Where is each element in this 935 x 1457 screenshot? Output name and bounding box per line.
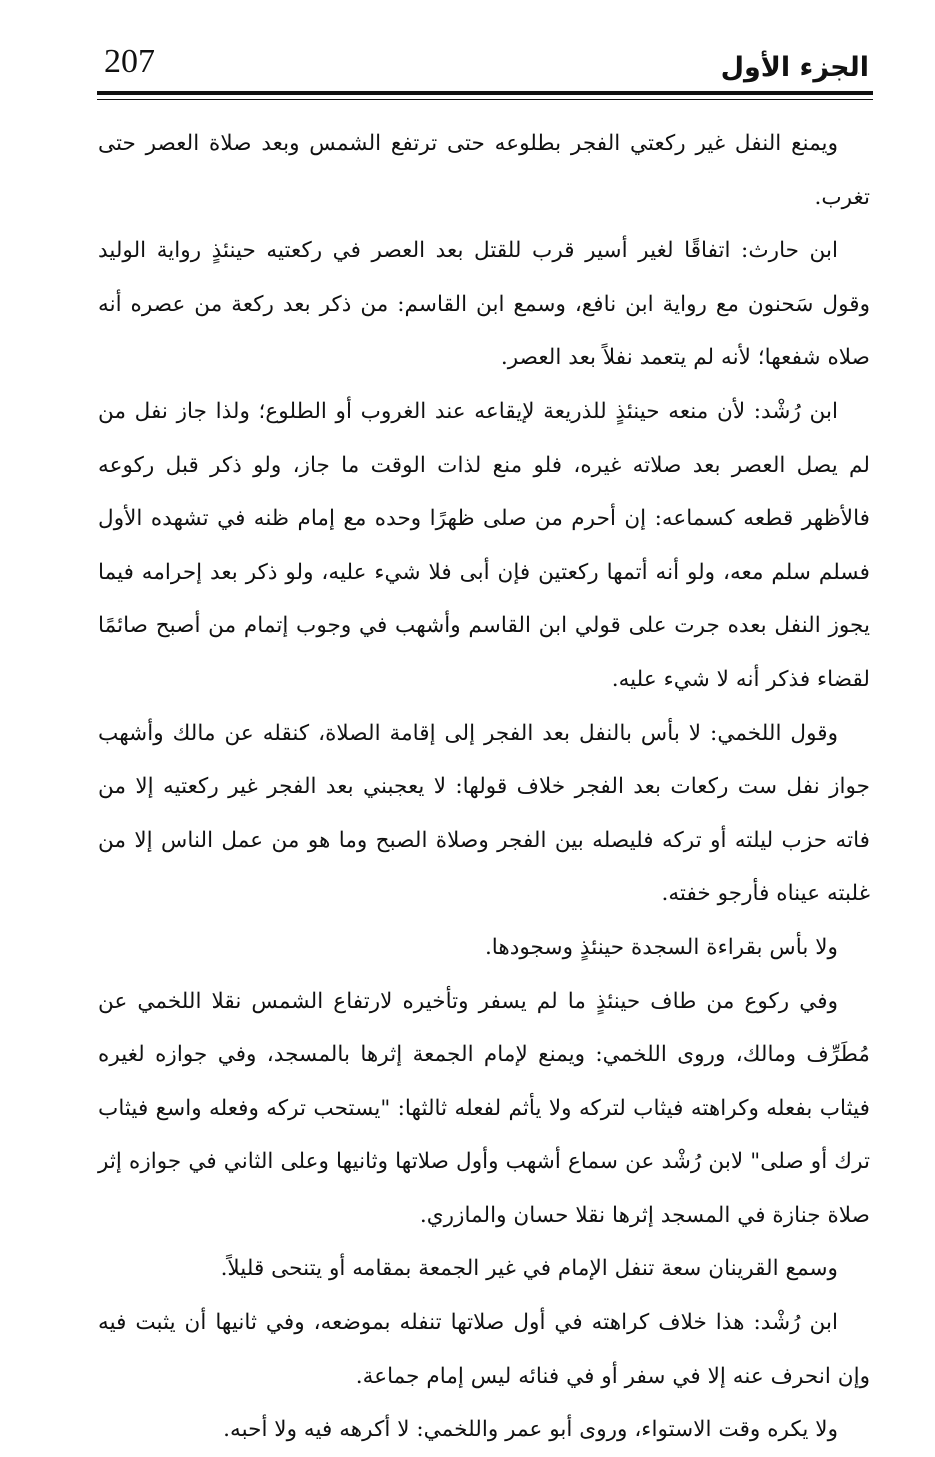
running-head: الجزء الأول bbox=[720, 52, 869, 83]
paragraph: وفي ركوع من طاف حينئذٍ ما لم يسفر وتأخيره لارتفاع الشمس نقلا اللخمي عن مُطَرِّف ومالك، وروى اللخمي: ويمنع لإمام الجمعة إثرها بالمسجد، وفي جوازه لغيره فيثاب بفعله وكراهته فيثاب لتركه ولا يأثم لفعله ثالثها: "يستحب تركه وفعله واسع فيثاب ترك أو صلى" لابن رُشْد عن سماع أشهب وأول صلاتها وثانيها وعلى الثاني في جوازه إثر صلاة جنازة في المسجد إثرها نقلا حسان والمازري. bbox=[98, 988, 870, 1228]
paragraph: ابن رُشْد: لأن منعه حينئذٍ للذريعة لإيقاعه عند الغروب أو الطلوع؛ ولذا جاز نفل من لم يصل العصر بعد صلاته غيره، فلو منع لذات الوقت ما جاز، ولو ذكر قبل ركوعه فالأظهر قطعه كسماعه: إن أحرم من صلى ظهرًا وحده مع إمام ظنه في تشهده الأول فسلم سلم معه، ولو أنه أتمها ركعتين فإن أبى فلا شيء عليه، ولو ذكر بعد إحرامه فيما يجوز النفل بعده جرت على قولي ابن القاسم وأشهب في وجوب إتمام من أصبح صائمًا لقضاء فذكر أنه لا شيء عليه. bbox=[98, 398, 870, 692]
paragraph: ابن حارث: اتفاقًا لغير أسير قرب للقتل بعد العصر في ركعتيه حينئذٍ رواية الوليد وقول سَحنون مع رواية ابن نافع، وسمع ابن القاسم: من ذكر بعد ركعة من عصره أنه صلاه شفعها؛ لأنه لم يتعمد نفلاً بعد العصر. bbox=[98, 238, 870, 371]
paragraph: ابن رُشْد: هذا خلاف كراهته في أول صلاتها تنفله بموضعه، وفي ثانيها أن يثبت فيه وإن انحرف عنه إلا في سفر أو في فنائه ليس إمام جماعة. bbox=[98, 1310, 870, 1389]
page-body bbox=[98, 117, 870, 1457]
paragraph: وقول اللخمي: لا بأس بالنفل بعد الفجر إلى إقامة الصلاة، كنقله عن مالك وأشهب جواز نفل ست ركعات بعد الفجر خلاف قولها: لا يعجبني بعد الفجر غير ركعتيه إلا من فاته حزب ليلته أو تركه فليصله بين الفجر وصلاة الصبح وما هو من عمل الناس إلا من غلبته عيناه فأرجو خفته. bbox=[98, 720, 870, 907]
header-rule-thin bbox=[97, 99, 873, 100]
paragraph: ويمنع النفل غير ركعتي الفجر بطلوعه حتى ترتفع الشمس وبعد صلاة العصر حتى تغرب. bbox=[98, 131, 870, 210]
paragraph: ولا يكره وقت الاستواء، وروى أبو عمر واللخمي: لا أكرهه فيه ولا أحبه. bbox=[223, 1417, 838, 1443]
paragraph: وسمع القرينان سعة تنفل الإمام في غير الجمعة بمقامه أو يتنحى قليلاً. bbox=[220, 1256, 838, 1282]
header-rule-thick bbox=[97, 91, 873, 95]
paragraph: ولا بأس بقراءة السجدة حينئذٍ وسجودها. bbox=[484, 934, 838, 960]
page-number: 207 bbox=[104, 43, 155, 80]
